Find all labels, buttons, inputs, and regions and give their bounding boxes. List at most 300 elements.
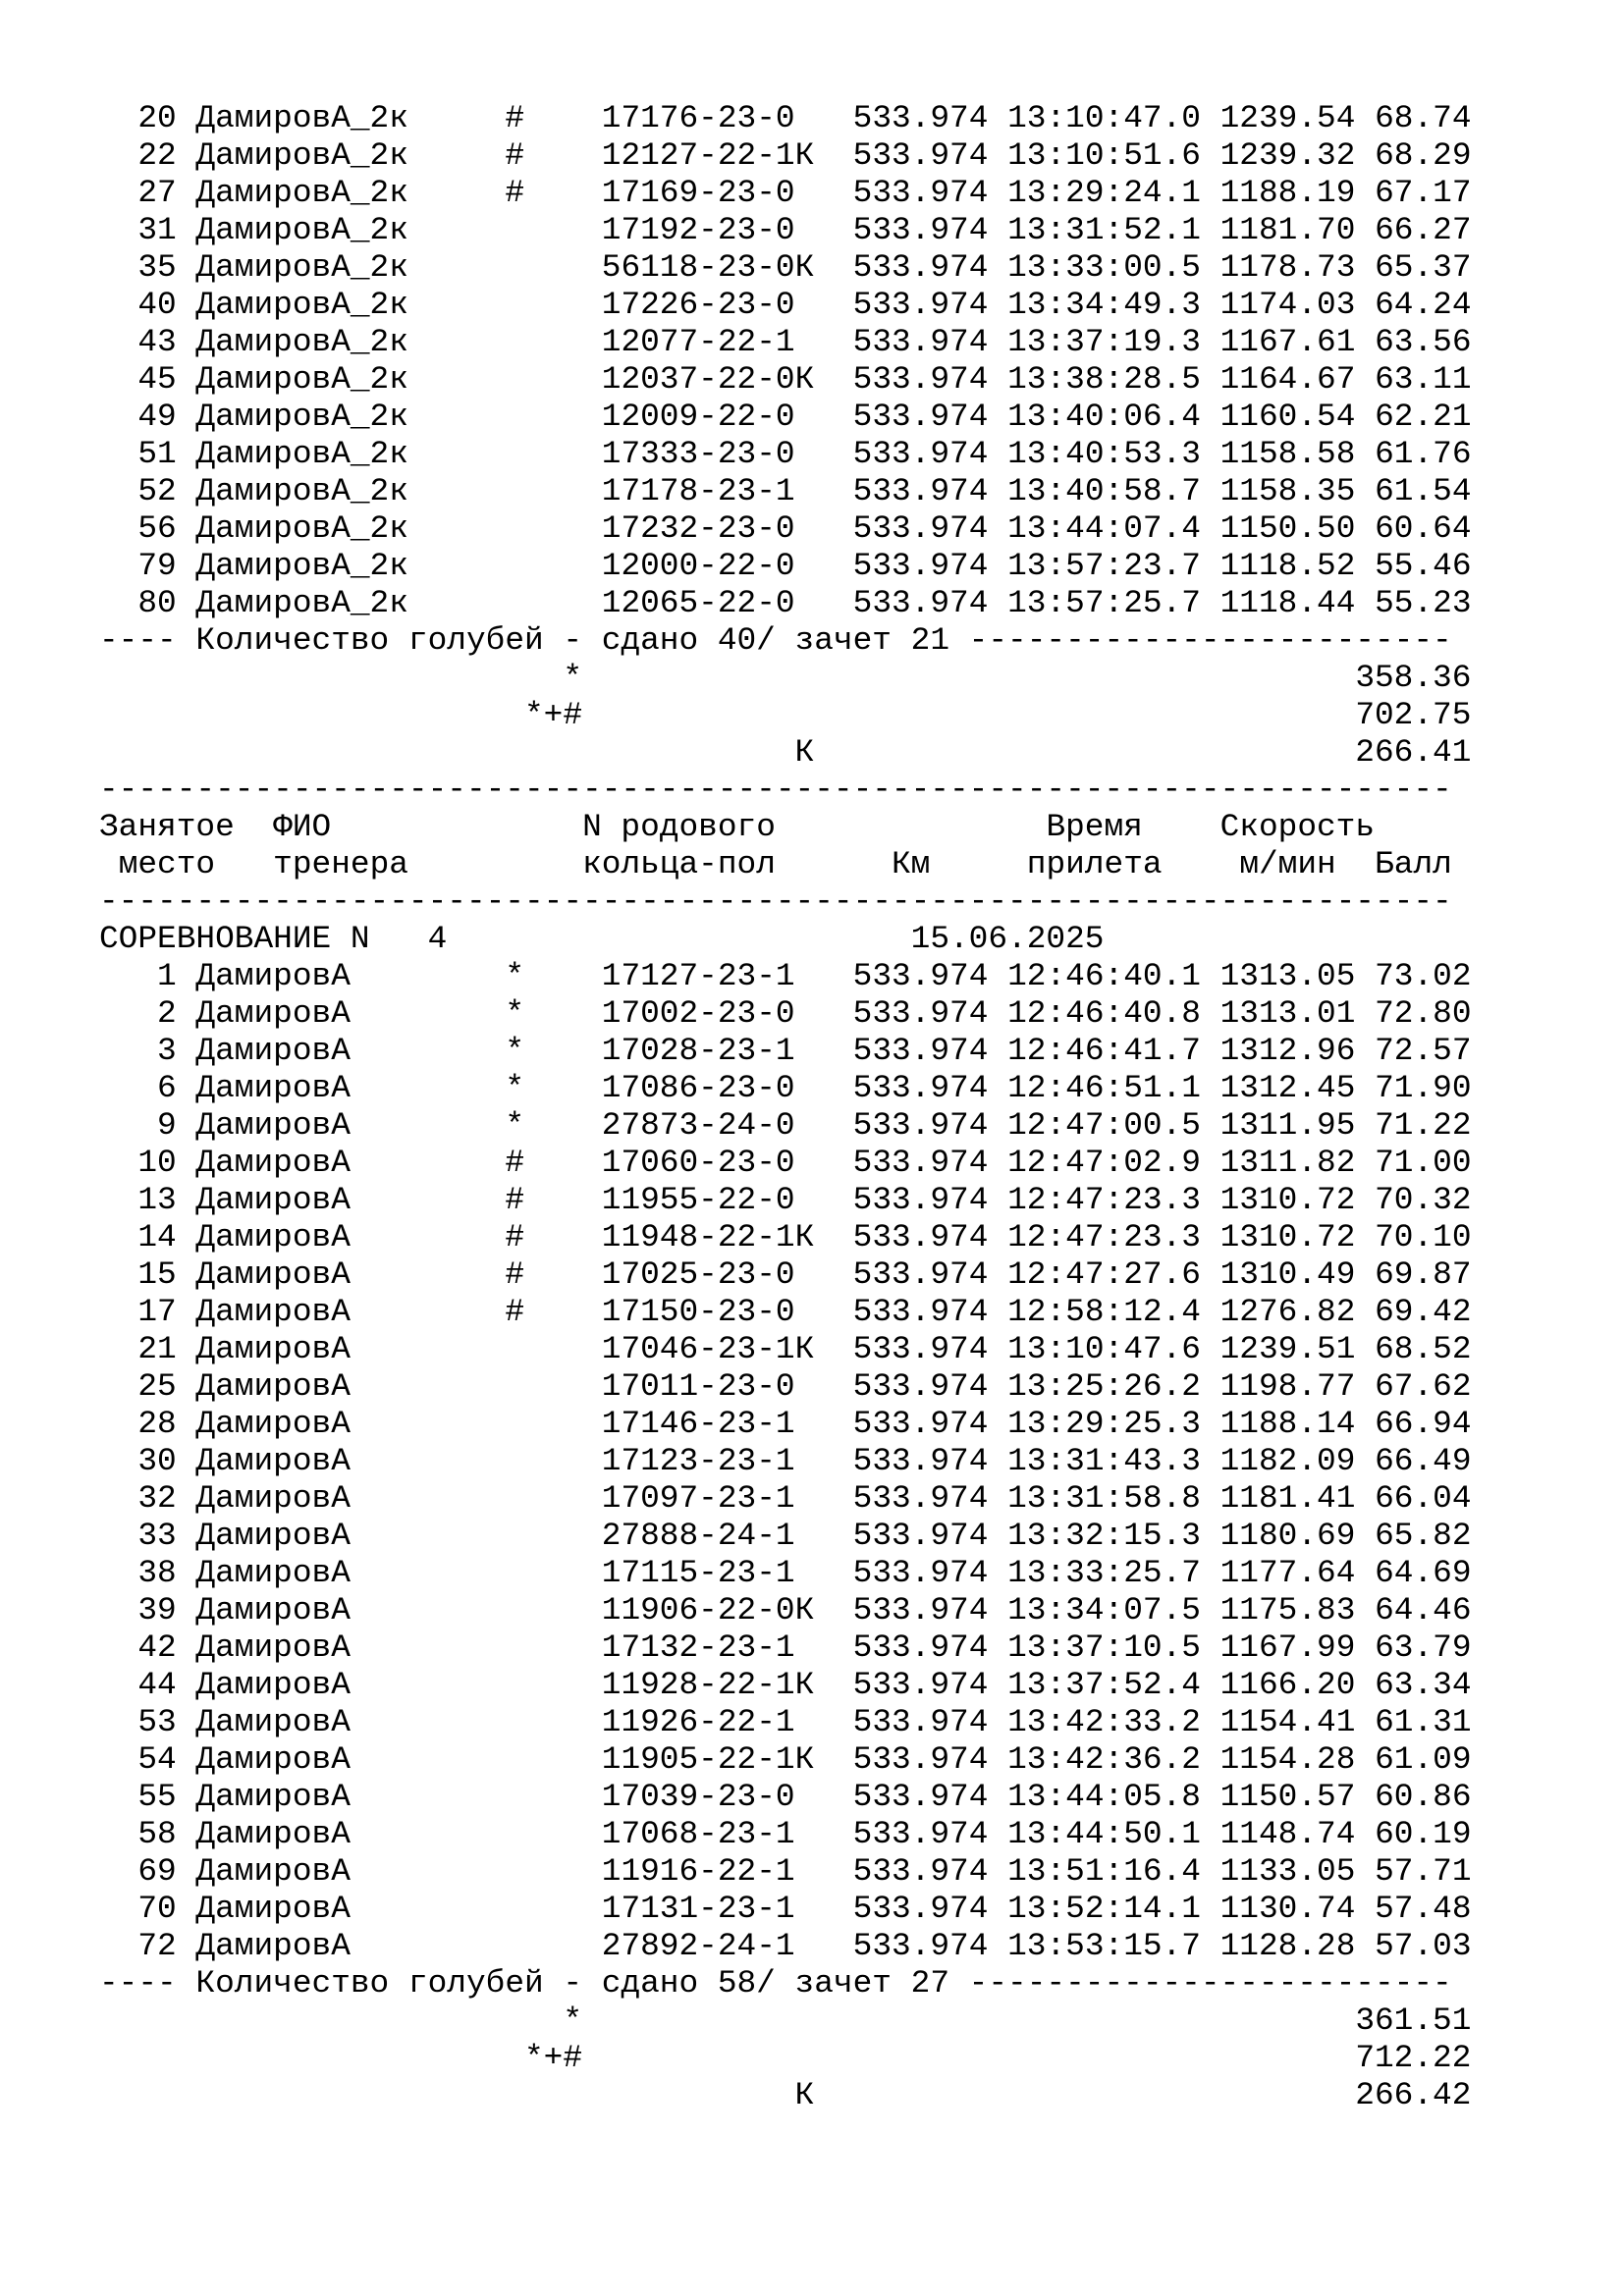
- speed-cell: 1181.70: [1219, 212, 1356, 248]
- time-cell: 13:31:58.8: [1007, 1480, 1201, 1517]
- name-cell: ДамировА_2к: [195, 585, 408, 621]
- name-cell: ДамировА: [195, 1891, 408, 1927]
- table-row: [99, 1629, 1472, 1667]
- total-value: 266.41: [1355, 734, 1472, 771]
- ring-cell: 17127-23-1: [601, 958, 815, 994]
- score-cell: 66.04: [1375, 1480, 1472, 1517]
- ring-cell: 12000-22-0: [601, 548, 815, 584]
- score-cell: 72.57: [1375, 1033, 1472, 1069]
- km-cell: 533.974: [852, 1406, 989, 1442]
- mark-cell: [505, 361, 524, 398]
- time-cell: 13:44:05.8: [1007, 1779, 1201, 1815]
- score-cell: 57.71: [1375, 1853, 1472, 1890]
- name-cell: ДамировА: [195, 1294, 408, 1330]
- mark-cell: [505, 399, 524, 435]
- mark-cell: *: [505, 995, 525, 1032]
- km-cell: 533.974: [852, 510, 989, 547]
- place-cell: 32: [99, 1480, 177, 1517]
- ring-cell: 17146-23-1: [601, 1406, 815, 1442]
- ring-cell: 17002-23-0: [601, 995, 815, 1032]
- place-cell: 79: [99, 548, 177, 584]
- mark-cell: [505, 324, 524, 360]
- time-cell: 13:51:16.4: [1007, 1853, 1201, 1890]
- table-row: [99, 1555, 1472, 1592]
- speed-cell: 1158.35: [1219, 473, 1356, 509]
- ring-cell: 12065-22-0: [601, 585, 815, 621]
- km-cell: 533.974: [852, 1480, 989, 1517]
- place-cell: 45: [99, 361, 177, 398]
- speed-cell: 1167.99: [1219, 1629, 1356, 1666]
- time-cell: 12:46:51.1: [1007, 1070, 1201, 1106]
- km-cell: 533.974: [852, 1107, 989, 1144]
- time-cell: 13:33:25.7: [1007, 1555, 1201, 1591]
- ring-cell: 17097-23-1: [601, 1480, 815, 1517]
- km-cell: 533.974: [852, 1033, 989, 1069]
- name-cell: ДамировА_2к: [195, 175, 408, 211]
- km-cell: 533.974: [852, 1070, 989, 1106]
- speed-cell: 1128.28: [1219, 1928, 1356, 1964]
- mark-cell: [505, 1816, 524, 1852]
- mark-cell: #: [505, 100, 525, 136]
- name-cell: ДамировА_2к: [195, 473, 408, 509]
- speed-cell: 1150.57: [1219, 1779, 1356, 1815]
- mark-cell: *: [505, 1107, 525, 1144]
- table-row: [99, 1891, 1472, 1928]
- km-cell: 533.974: [852, 1219, 989, 1255]
- total-row: [99, 734, 1472, 772]
- total-row: [99, 2040, 1472, 2077]
- table-row: [99, 324, 1472, 361]
- table-row: [99, 585, 1472, 622]
- speed-cell: 1311.82: [1219, 1145, 1356, 1181]
- count-summary-2: ---- Количество голубей - сдано 58/ зачет 27 -------------------------: [99, 1965, 1452, 2002]
- table-row: [99, 473, 1472, 510]
- mark-cell: #: [505, 1182, 525, 1218]
- time-cell: 13:42:33.2: [1007, 1704, 1201, 1740]
- mark-cell: [505, 473, 524, 509]
- score-cell: 64.46: [1375, 1592, 1472, 1629]
- mark-cell: [505, 1331, 524, 1367]
- km-cell: 533.974: [852, 1331, 989, 1367]
- name-cell: ДамировА: [195, 1667, 408, 1703]
- time-cell: 13:29:24.1: [1007, 175, 1201, 211]
- table-header-row-2: [99, 846, 1472, 883]
- name-cell: ДамировА: [195, 1406, 408, 1442]
- km-cell: 533.974: [852, 1779, 989, 1815]
- km-cell: 533.974: [852, 548, 989, 584]
- time-cell: 13:57:23.7: [1007, 548, 1201, 584]
- ring-cell: 27888-24-1: [601, 1518, 815, 1554]
- time-cell: 13:44:07.4: [1007, 510, 1201, 547]
- score-cell: 69.87: [1375, 1256, 1472, 1293]
- table-row: [99, 436, 1472, 473]
- place-cell: 25: [99, 1368, 177, 1405]
- time-cell: 13:44:50.1: [1007, 1816, 1201, 1852]
- ring-cell: 17150-23-0: [601, 1294, 815, 1330]
- table-row: [99, 1928, 1472, 1965]
- name-cell: ДамировА: [195, 1816, 408, 1852]
- total-label: *+#: [524, 2040, 583, 2076]
- score-cell: 55.23: [1375, 585, 1472, 621]
- km-cell: 533.974: [852, 100, 989, 136]
- place-cell: 13: [99, 1182, 177, 1218]
- table-row: [99, 100, 1472, 137]
- km-cell: 533.974: [852, 1368, 989, 1405]
- place-cell: 72: [99, 1928, 177, 1964]
- table-row: [99, 361, 1472, 399]
- header-score: Балл: [1375, 846, 1452, 882]
- count-summary-2-label: Количество голубей - сдано 58/ зачет 27: [195, 1965, 949, 2002]
- ring-cell: 12127-22-1К: [601, 137, 815, 174]
- ring-cell: 11926-22-1: [601, 1704, 815, 1740]
- km-cell: 533.974: [852, 1816, 989, 1852]
- score-cell: 62.21: [1375, 399, 1472, 435]
- place-cell: 70: [99, 1891, 177, 1927]
- place-cell: 3: [99, 1033, 177, 1069]
- place-cell: 43: [99, 324, 177, 360]
- time-cell: 12:46:40.8: [1007, 995, 1201, 1032]
- mark-cell: [505, 1629, 524, 1666]
- km-cell: 533.974: [852, 249, 989, 286]
- mark-cell: [505, 1928, 524, 1964]
- table-row: [99, 1331, 1472, 1368]
- score-cell: 66.94: [1375, 1406, 1472, 1442]
- speed-cell: 1166.20: [1219, 1667, 1356, 1703]
- mark-cell: [505, 510, 524, 547]
- table-row: [99, 1406, 1472, 1443]
- mark-cell: [505, 1368, 524, 1405]
- score-cell: 65.82: [1375, 1518, 1472, 1554]
- place-cell: 27: [99, 175, 177, 211]
- mark-cell: #: [505, 1294, 525, 1330]
- speed-cell: 1154.28: [1219, 1741, 1356, 1778]
- km-cell: 533.974: [852, 1741, 989, 1778]
- km-cell: 533.974: [852, 585, 989, 621]
- place-cell: 21: [99, 1331, 177, 1367]
- time-cell: 13:37:52.4: [1007, 1667, 1201, 1703]
- mark-cell: [505, 287, 524, 323]
- speed-cell: 1310.49: [1219, 1256, 1356, 1293]
- name-cell: ДамировА: [195, 1145, 408, 1181]
- place-cell: 17: [99, 1294, 177, 1330]
- ring-cell: 17011-23-0: [601, 1368, 815, 1405]
- name-cell: ДамировА: [195, 1256, 408, 1293]
- name-cell: ДамировА: [195, 1704, 408, 1740]
- time-cell: 13:34:07.5: [1007, 1592, 1201, 1629]
- table-row: [99, 958, 1472, 995]
- total-label: *: [563, 2002, 583, 2039]
- speed-cell: 1164.67: [1219, 361, 1356, 398]
- place-cell: 53: [99, 1704, 177, 1740]
- name-cell: ДамировА: [195, 1592, 408, 1629]
- mark-cell: *: [505, 958, 525, 994]
- mark-cell: *: [505, 1033, 525, 1069]
- place-cell: 42: [99, 1629, 177, 1666]
- time-cell: 13:53:15.7: [1007, 1928, 1201, 1964]
- ring-cell: 11948-22-1К: [601, 1219, 815, 1255]
- ring-cell: 17333-23-0: [601, 436, 815, 472]
- speed-cell: 1118.52: [1219, 548, 1356, 584]
- score-cell: 69.42: [1375, 1294, 1472, 1330]
- total-value: 358.36: [1355, 660, 1472, 696]
- score-cell: 72.80: [1375, 995, 1472, 1032]
- time-cell: 13:10:47.0: [1007, 100, 1201, 136]
- total-label: К: [794, 734, 815, 771]
- mark-cell: [505, 1667, 524, 1703]
- place-cell: 15: [99, 1256, 177, 1293]
- km-cell: 533.974: [852, 1294, 989, 1330]
- km-cell: 533.974: [852, 995, 989, 1032]
- km-cell: 533.974: [852, 1518, 989, 1554]
- time-cell: 13:52:14.1: [1007, 1891, 1201, 1927]
- place-cell: 33: [99, 1518, 177, 1554]
- km-cell: 533.974: [852, 1704, 989, 1740]
- time-cell: 13:10:47.6: [1007, 1331, 1201, 1367]
- km-cell: 533.974: [852, 324, 989, 360]
- place-cell: 28: [99, 1406, 177, 1442]
- km-cell: 533.974: [852, 1629, 989, 1666]
- score-cell: 66.27: [1375, 212, 1472, 248]
- score-cell: 63.56: [1375, 324, 1472, 360]
- name-cell: ДамировА: [195, 1629, 408, 1666]
- table-row: [99, 399, 1472, 436]
- time-cell: 12:58:12.4: [1007, 1294, 1201, 1330]
- total-label: *+#: [524, 697, 583, 733]
- score-cell: 71.22: [1375, 1107, 1472, 1144]
- name-cell: ДамировА: [195, 1331, 408, 1367]
- table-row: [99, 1518, 1472, 1555]
- speed-cell: 1312.45: [1219, 1070, 1356, 1106]
- header-speed: м/мин: [1239, 846, 1336, 882]
- km-cell: 533.974: [852, 1555, 989, 1591]
- table-row: [99, 1443, 1472, 1480]
- ring-cell: 27892-24-1: [601, 1928, 815, 1964]
- ring-cell: 17060-23-0: [601, 1145, 815, 1181]
- speed-cell: 1239.51: [1219, 1331, 1356, 1367]
- name-cell: ДамировА_2к: [195, 249, 408, 286]
- header-name: ФИО: [273, 809, 332, 845]
- score-cell: 63.79: [1375, 1629, 1472, 1666]
- place-cell: 6: [99, 1070, 177, 1106]
- score-cell: 71.90: [1375, 1070, 1472, 1106]
- time-cell: 12:47:23.3: [1007, 1219, 1201, 1255]
- total-value: 361.51: [1355, 2002, 1472, 2039]
- speed-cell: 1118.44: [1219, 585, 1356, 621]
- table-row: [99, 1033, 1472, 1070]
- table-row: [99, 287, 1472, 324]
- km-cell: 533.974: [852, 958, 989, 994]
- mark-cell: [505, 1779, 524, 1815]
- header-ring: N родового: [582, 809, 776, 845]
- km-cell: 533.974: [852, 436, 989, 472]
- table-row: [99, 212, 1472, 249]
- ring-cell: 11916-22-1: [601, 1853, 815, 1890]
- name-cell: ДамировА: [195, 1182, 408, 1218]
- time-cell: 12:47:00.5: [1007, 1107, 1201, 1144]
- speed-cell: 1188.14: [1219, 1406, 1356, 1442]
- speed-cell: 1177.64: [1219, 1555, 1356, 1591]
- mark-cell: [505, 1555, 524, 1591]
- speed-cell: 1182.09: [1219, 1443, 1356, 1479]
- score-cell: 63.34: [1375, 1667, 1472, 1703]
- place-cell: 38: [99, 1555, 177, 1591]
- header-time: Время: [1046, 809, 1143, 845]
- count-summary-1: ---- Количество голубей - сдано 40/ зачет 21 -------------------------: [99, 622, 1452, 659]
- time-cell: 13:29:25.3: [1007, 1406, 1201, 1442]
- score-cell: 67.62: [1375, 1368, 1472, 1405]
- table-row: [99, 1107, 1472, 1145]
- place-cell: 49: [99, 399, 177, 435]
- table-row: [99, 1219, 1472, 1256]
- place-cell: 51: [99, 436, 177, 472]
- ring-cell: 11905-22-1К: [601, 1741, 815, 1778]
- table-row: [99, 1704, 1472, 1741]
- name-cell: ДамировА_2к: [195, 100, 408, 136]
- place-cell: 10: [99, 1145, 177, 1181]
- score-cell: 68.74: [1375, 100, 1472, 136]
- speed-cell: 1312.96: [1219, 1033, 1356, 1069]
- table-row: [99, 1741, 1472, 1779]
- header-place: Занятое: [99, 809, 235, 845]
- table-row: [99, 1816, 1472, 1853]
- name-cell: ДамировА: [195, 1853, 408, 1890]
- place-cell: 52: [99, 473, 177, 509]
- separator: ----------------------------------------------------------------------: [99, 772, 1452, 808]
- mark-cell: [505, 249, 524, 286]
- speed-cell: 1167.61: [1219, 324, 1356, 360]
- place-cell: 39: [99, 1592, 177, 1629]
- speed-cell: 1130.74: [1219, 1891, 1356, 1927]
- score-cell: 68.52: [1375, 1331, 1472, 1367]
- time-cell: 13:31:43.3: [1007, 1443, 1201, 1479]
- ring-cell: 17226-23-0: [601, 287, 815, 323]
- km-cell: 533.974: [852, 473, 989, 509]
- place-cell: 55: [99, 1779, 177, 1815]
- table-row: [99, 137, 1472, 175]
- time-cell: 13:33:00.5: [1007, 249, 1201, 286]
- time-cell: 12:47:23.3: [1007, 1182, 1201, 1218]
- score-cell: 60.86: [1375, 1779, 1472, 1815]
- table-row: [99, 1592, 1472, 1629]
- place-cell: 69: [99, 1853, 177, 1890]
- ring-cell: 56118-23-0К: [601, 249, 815, 286]
- table-row: [99, 1145, 1472, 1182]
- score-cell: 63.11: [1375, 361, 1472, 398]
- ring-cell: 17123-23-1: [601, 1443, 815, 1479]
- name-cell: ДамировА: [195, 1368, 408, 1405]
- total-row: [99, 2002, 1472, 2040]
- mark-cell: *: [505, 1070, 525, 1106]
- score-cell: 70.32: [1375, 1182, 1472, 1218]
- total-label: *: [563, 660, 583, 696]
- place-cell: 30: [99, 1443, 177, 1479]
- speed-cell: 1310.72: [1219, 1182, 1356, 1218]
- count-summary-1-label: Количество голубей - сдано 40/ зачет 21: [195, 622, 949, 659]
- km-cell: 533.974: [852, 1928, 989, 1964]
- table-row: [99, 249, 1472, 287]
- mark-cell: #: [505, 175, 525, 211]
- mark-cell: [505, 585, 524, 621]
- ring-cell: 11928-22-1К: [601, 1667, 815, 1703]
- km-cell: 533.974: [852, 1443, 989, 1479]
- place-cell: 1: [99, 958, 177, 994]
- time-cell: 12:47:27.6: [1007, 1256, 1201, 1293]
- place-cell: 22: [99, 137, 177, 174]
- ring-cell: 12037-22-0К: [601, 361, 815, 398]
- ring-cell: 17086-23-0: [601, 1070, 815, 1106]
- header-name: тренера: [273, 846, 408, 882]
- speed-cell: 1158.58: [1219, 436, 1356, 472]
- score-cell: 73.02: [1375, 958, 1472, 994]
- ring-cell: 17115-23-1: [601, 1555, 815, 1591]
- header-ring: кольца-пол: [582, 846, 776, 882]
- speed-cell: 1239.54: [1219, 100, 1356, 136]
- mark-cell: [505, 1891, 524, 1927]
- mark-cell: [505, 212, 524, 248]
- score-cell: 65.37: [1375, 249, 1472, 286]
- place-cell: 35: [99, 249, 177, 286]
- time-cell: 12:47:02.9: [1007, 1145, 1201, 1181]
- km-cell: 533.974: [852, 1145, 989, 1181]
- speed-cell: 1133.05: [1219, 1853, 1356, 1890]
- score-cell: 68.29: [1375, 137, 1472, 174]
- km-cell: 533.974: [852, 361, 989, 398]
- time-cell: 13:40:06.4: [1007, 399, 1201, 435]
- name-cell: ДамировА: [195, 1480, 408, 1517]
- place-cell: 58: [99, 1816, 177, 1852]
- score-cell: 67.17: [1375, 175, 1472, 211]
- time-cell: 12:46:41.7: [1007, 1033, 1201, 1069]
- name-cell: ДамировА: [195, 1443, 408, 1479]
- time-cell: 13:31:52.1: [1007, 212, 1201, 248]
- name-cell: ДамировА_2к: [195, 510, 408, 547]
- mark-cell: [505, 1704, 524, 1740]
- speed-cell: 1180.69: [1219, 1518, 1356, 1554]
- ring-cell: 27873-24-0: [601, 1107, 815, 1144]
- place-cell: 9: [99, 1107, 177, 1144]
- name-cell: ДамировА: [195, 1779, 408, 1815]
- total-row: [99, 697, 1472, 734]
- score-cell: 57.03: [1375, 1928, 1472, 1964]
- competition-number: 4: [427, 921, 448, 957]
- mark-cell: #: [505, 1145, 525, 1181]
- mark-cell: #: [505, 1256, 525, 1293]
- place-cell: 40: [99, 287, 177, 323]
- results-report: [99, 100, 1472, 2114]
- speed-cell: 1148.74: [1219, 1816, 1356, 1852]
- name-cell: ДамировА_2к: [195, 548, 408, 584]
- name-cell: ДамировА_2к: [195, 212, 408, 248]
- ring-cell: 17046-23-1К: [601, 1331, 815, 1367]
- km-cell: 533.974: [852, 1667, 989, 1703]
- score-cell: 66.49: [1375, 1443, 1472, 1479]
- mark-cell: [505, 1518, 524, 1554]
- header-time: прилета: [1026, 846, 1163, 882]
- km-cell: 533.974: [852, 175, 989, 211]
- place-cell: 80: [99, 585, 177, 621]
- competition-date: 15.06.2025: [910, 921, 1105, 957]
- name-cell: ДамировА: [195, 1741, 408, 1778]
- km-cell: 533.974: [852, 1592, 989, 1629]
- speed-cell: 1160.54: [1219, 399, 1356, 435]
- place-cell: 20: [99, 100, 177, 136]
- km-cell: 533.974: [852, 287, 989, 323]
- km-cell: 533.974: [852, 212, 989, 248]
- place-cell: 44: [99, 1667, 177, 1703]
- speed-cell: 1198.77: [1219, 1368, 1356, 1405]
- time-cell: 12:46:40.1: [1007, 958, 1201, 994]
- score-cell: 61.31: [1375, 1704, 1472, 1740]
